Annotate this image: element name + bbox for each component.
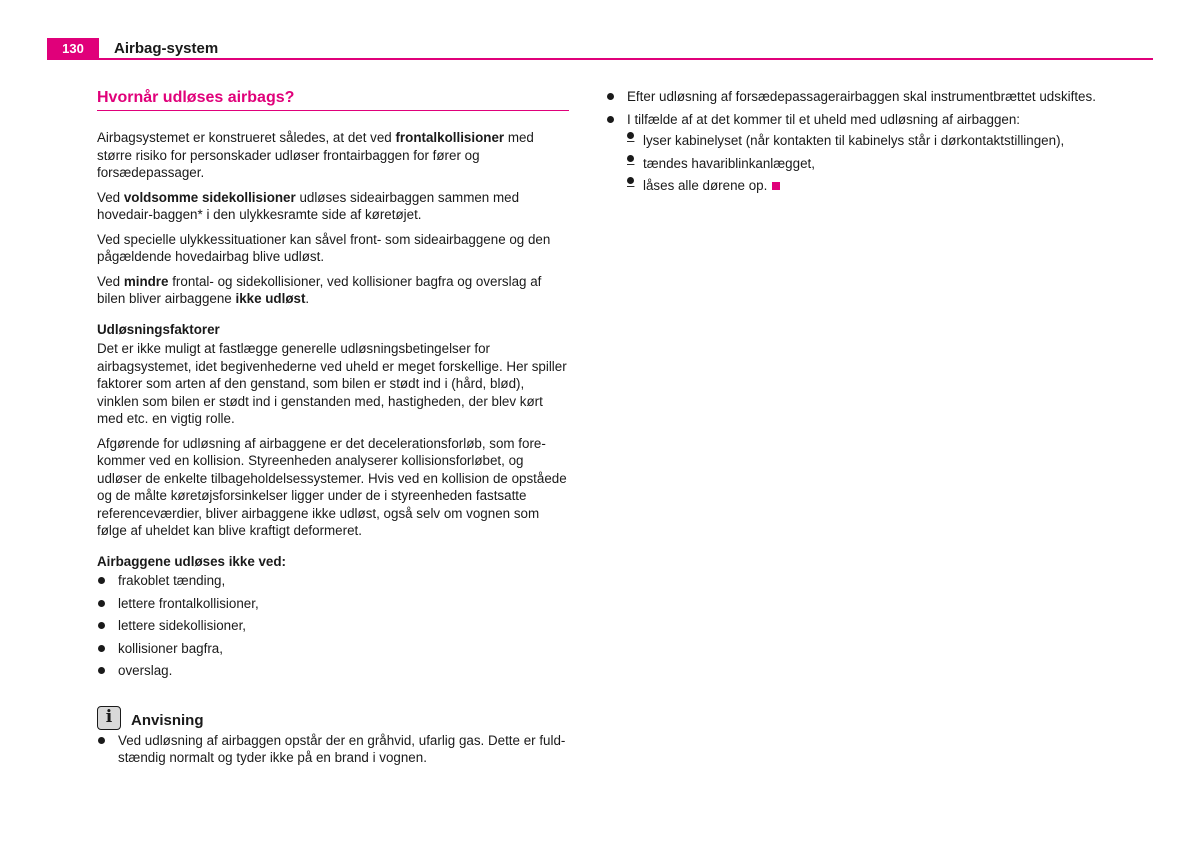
right-bullet-list bbox=[606, 88, 1106, 195]
list-item: lettere sidekollisioner, bbox=[97, 617, 569, 635]
bold-term: mindre bbox=[123, 273, 169, 289]
running-title: Airbag-system bbox=[114, 40, 219, 57]
paragraph-minor bbox=[97, 273, 569, 308]
stop-square-icon bbox=[772, 182, 780, 190]
bold-term: frontalkollisioner bbox=[395, 130, 505, 145]
right-column bbox=[606, 88, 1106, 200]
text-run: frontal- og sidekollisioner, ved kollisioner bagfra og overslag af bilen bliver airbaggene bbox=[97, 273, 542, 306]
paragraph-frontal bbox=[97, 129, 569, 182]
note-title: Anvisning bbox=[131, 711, 204, 729]
bold-term: voldsomme sidekollisioner bbox=[123, 189, 296, 205]
dash-item: – lyser kabinelyset (når kontakten til kabinelys står i dørkontaktstillingen), bbox=[606, 132, 1106, 150]
text-run: Ved bbox=[97, 273, 124, 289]
paragraph-factors: Det er ikke muligt at fastlægge generelle udløsningsbetingelser for airbagsystemet, idet begivenhederne ved uheld er meget forskellige. Her spiller faktorer som arten af den genstand, som bilen er stødt ind i (hård, blød), vinklen som bilen er stødt ind i genstanden med, hastigheden, der blev kørt med etc. en vigtig rolle. bbox=[97, 341, 567, 426]
list-item: lettere frontalkollisioner, bbox=[97, 595, 569, 613]
dash-item bbox=[606, 177, 1106, 195]
not-deployed-list bbox=[97, 572, 569, 680]
text-run: udløses sideairbaggen sammen med hovedair-baggen* i den ulykkesramte side af køretøjet. bbox=[97, 189, 520, 222]
list-item: overslag. bbox=[97, 662, 569, 680]
note-text: Ved udløsning af airbaggen opstår der en gråhvid, ufarlig gas. Dette er fuld-stændig normalt og tyder ikke på en brand i vognen. bbox=[97, 732, 569, 767]
text-run: Ved bbox=[97, 189, 124, 205]
dash-item-text: låses alle dørene op. bbox=[643, 178, 768, 193]
paragraph-side bbox=[97, 189, 569, 224]
text-run: . bbox=[305, 291, 310, 306]
dash-item: – tændes havariblinkanlægget, bbox=[606, 155, 1106, 173]
paragraph-deceleration: Afgørende for udløsning af airbaggene er det decelerationsforløb, som fore-kommer ved en kollision. Styreenheden analyserer kollisionsforløbet, og udløser de enkelte tilbageholdelsessystemer. Hvis ved en kollision de opståede og de målte køretøjsforsinkelser ligger under de i styreenheden fastsatte referenceværdier, bliver airbaggene ikke udløst, også selv om vognen som følge af uheldet kan blive kraftigt deformeret. bbox=[97, 435, 567, 538]
list-item: Efter udløsning af forsædepassagerairbaggen skal instrumentbrættet udskiftes. bbox=[606, 88, 1106, 106]
text-run: Airbagsystemet er konstrueret således, at det ved bbox=[97, 130, 396, 145]
paragraph-special: Ved specielle ulykkessituationer kan såvel front- som sideairbaggene og den pågældende hovedairbag blive udløst. bbox=[97, 231, 551, 264]
dash-list bbox=[606, 132, 1106, 195]
list-item bbox=[606, 111, 1106, 195]
text-run: med større risiko for personskader udløser frontairbaggen for fører og forsædepassager. bbox=[97, 130, 534, 180]
subheading-not-deployed: Airbaggene udløses ikke ved: bbox=[97, 553, 287, 569]
page-number: 130 bbox=[47, 38, 99, 60]
section-title: Hvornår udløses airbags? bbox=[97, 88, 569, 111]
list-item-text: I tilfælde af at det kommer til et uheld med udløsning af airbaggen: bbox=[627, 111, 1021, 127]
note-header bbox=[97, 700, 569, 730]
note-box bbox=[97, 700, 569, 767]
header-rule bbox=[47, 58, 1153, 60]
list-item: frakoblet tænding, bbox=[97, 572, 569, 590]
list-item: kollisioner bagfra, bbox=[97, 640, 569, 658]
left-column bbox=[97, 88, 569, 767]
subheading-factors: Udløsningsfaktorer bbox=[97, 321, 220, 337]
info-icon: i bbox=[97, 706, 121, 730]
bold-term: ikke udløst bbox=[235, 291, 306, 306]
